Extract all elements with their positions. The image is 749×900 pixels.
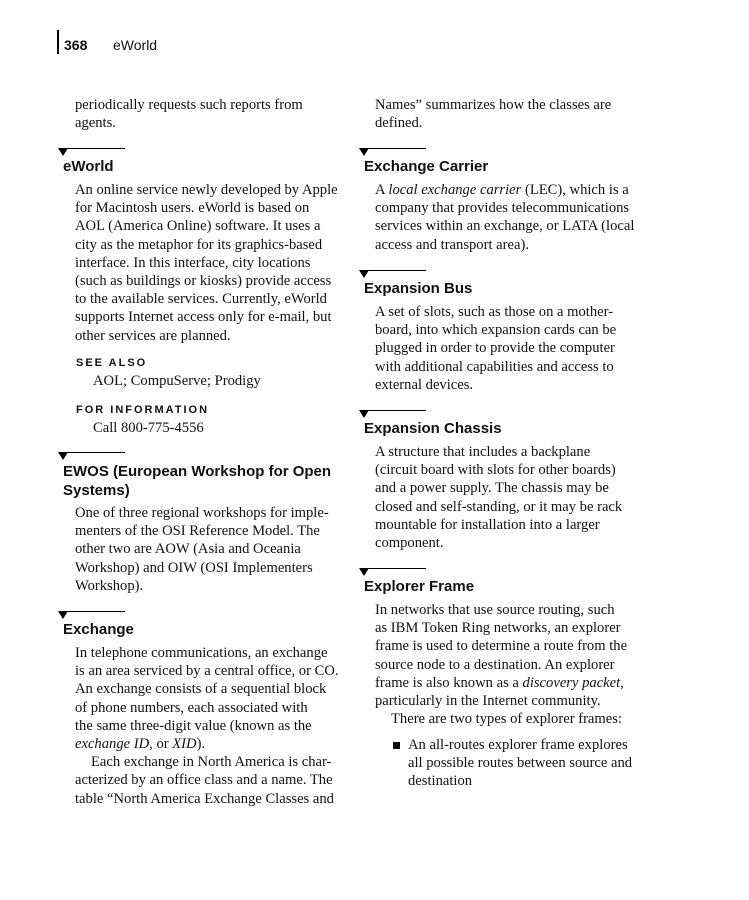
for-information-text: Call 800-775-4556 <box>93 420 204 436</box>
header-rule <box>57 30 59 54</box>
entry-body-exchange-carrier: A local exchange carrier (LEC), which is a company that provides telecommunications services within an exchange, or LATA (local access and transport area). <box>375 182 635 253</box>
bullet-marker <box>393 742 400 749</box>
entry-title-expansion-bus: Expansion Bus <box>364 280 473 297</box>
bullet-item-all-routes: An all-routes explorer frame explores all possible routes between source and destination <box>408 737 633 790</box>
entry-body-eworld: An online service newly developed by Apple for Macintosh users. eWorld is based on AOL (America Online) software. It uses a city as the metaphor for its graphics-based interface. In this interface, city locations (such as buildings or kiosks) provide access to the available services. Currently, eWorld supports Internet access only for e-mail, but other services are planned. <box>75 182 338 344</box>
running-title: eWorld <box>113 37 158 53</box>
continued-paragraph-left: periodically requests such reports from agents. <box>75 97 303 132</box>
entry-title-exchange: Exchange <box>63 621 134 638</box>
entry-body-ewos: One of three regional workshops for imple- menters of the OSI Reference Model. The other two are AOW (Asia and Oceania Workshop) and OIW (OSI Implementers Workshop). <box>75 505 329 594</box>
see-also-refs: AOL; CompuServe; Prodigy <box>93 373 261 389</box>
entry-title-explorer-frame: Explorer Frame <box>364 578 475 595</box>
entry-body-exchange: In telephone communications, an exchange is an area serviced by a central office, or CO. An exchange consists of a sequential block of phone numbers, each associated with the same three-digit value (known as the exchange ID, or XID). Each exchange in North America is char- acterized by an office class and a name. The table “North America Exchange Classes and <box>75 645 339 807</box>
entry-body-explorer-frame: In networks that use source routing, such as IBM Token Ring networks, an explorer frame is used to determine a route from the source node to a destination. An explorer frame is also known as a discovery packet, particularly in the Internet community. There are two types of explorer frames: <box>375 602 628 728</box>
entry-body-expansion-chassis: A structure that includes a backplane (circuit board with slots for other boards) and a power supply. The chassis may be closed and self-standing, or it may be rack mountable for installation into a larger component. <box>375 444 623 552</box>
for-information-label: FOR INFORMATION <box>76 404 210 416</box>
see-also-label: SEE ALSO <box>76 357 148 369</box>
page-number: 368 <box>64 37 88 53</box>
continued-paragraph-right: Names” summarizes how the classes are defined. <box>375 97 612 132</box>
entry-title-ewos: EWOS (European Workshop for Open Systems) <box>63 463 332 499</box>
entry-body-expansion-bus: A set of slots, such as those on a mother- board, into which expansion cards can be plugged in order to provide the computer with additional capabilities and access to external devices. <box>375 304 617 393</box>
entry-title-eworld: eWorld <box>63 158 114 175</box>
entry-title-expansion-chassis: Expansion Chassis <box>364 420 502 437</box>
entry-title-exchange-carrier: Exchange Carrier <box>364 158 489 175</box>
